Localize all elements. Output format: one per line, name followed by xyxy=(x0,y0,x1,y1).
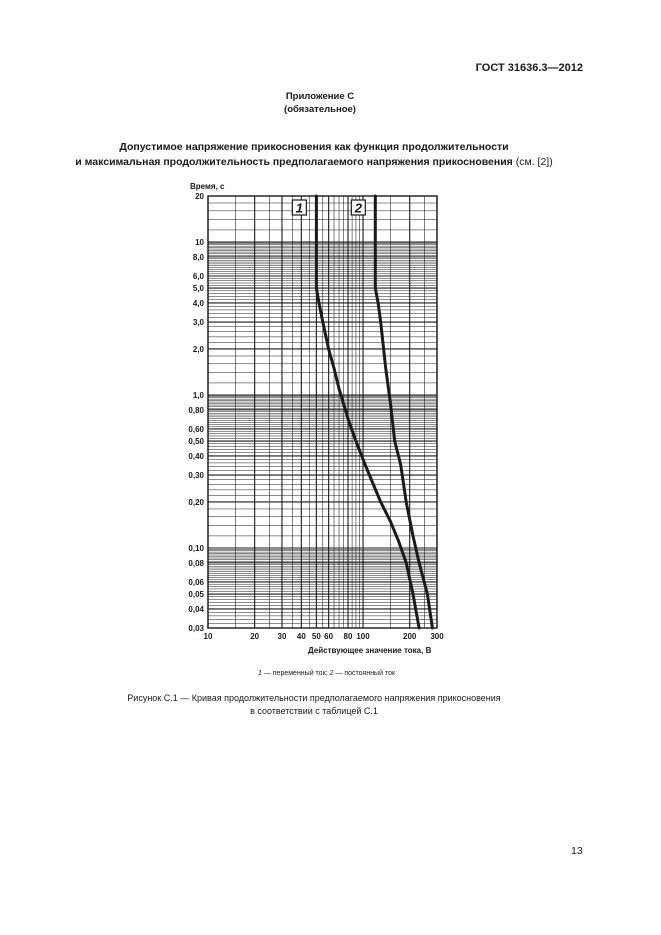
annex-title: Приложение С xyxy=(285,91,355,102)
y-tick-label: 2,0 xyxy=(192,344,204,354)
y-tick-label: 10 xyxy=(195,238,204,248)
x-tick-label: 300 xyxy=(430,632,444,641)
heading-line-1: Допустимое напряжение прикосновения как функция продолжительности xyxy=(119,141,509,153)
page-number: 13 xyxy=(571,845,583,857)
x-tick-label: 10 xyxy=(203,632,213,641)
x-axis-label: Действующее значение тока, В xyxy=(308,646,432,655)
series-2-label: 2 xyxy=(354,200,362,216)
series-1-label: 1 xyxy=(295,200,303,216)
legend-item-1-number: 1 xyxy=(257,670,262,677)
figure-caption-line-2: в соответствии с таблицей С.1 xyxy=(250,706,378,716)
heading-line-2-text: и максимальная продолжительность предполагаемого напряжения прикосновения xyxy=(75,156,513,168)
y-tick-label: 0,30 xyxy=(188,471,204,481)
x-tick-label: 100 xyxy=(356,632,370,641)
y-tick-label: 0,60 xyxy=(188,424,204,434)
legend-item-2-number: 2 xyxy=(329,670,334,677)
x-tick-labels xyxy=(204,632,445,641)
x-tick-label: 200 xyxy=(403,632,417,641)
x-tick-label: 60 xyxy=(324,632,334,641)
legend-item-1-text: — переменный ток; xyxy=(261,670,330,677)
annex-status: (обязательное) xyxy=(284,104,356,115)
y-tick-label: 0,40 xyxy=(188,451,204,461)
y-tick-label: 0,04 xyxy=(188,604,204,614)
x-tick-label: 80 xyxy=(343,632,353,641)
heading-reference: (см. [2]) xyxy=(515,156,553,168)
figure-caption-line-1: Рисунок С.1 — Кривая продолжительности предполагаемого напряжения прикосновения xyxy=(127,693,501,703)
y-axis-label: Время, с xyxy=(190,182,225,191)
document-id: ГОСТ 31636.3—2012 xyxy=(475,62,583,74)
x-tick-label: 20 xyxy=(250,632,260,641)
y-tick-label: 8,0 xyxy=(192,252,204,262)
y-tick-label: 0,05 xyxy=(188,590,204,600)
y-tick-label: 0,80 xyxy=(188,405,204,415)
x-tick-label: 30 xyxy=(277,632,287,641)
y-tick-label: 5,0 xyxy=(192,284,204,294)
y-tick-labels xyxy=(188,192,204,633)
y-tick-label: 0,03 xyxy=(188,624,204,633)
chart-grid xyxy=(208,196,437,628)
y-tick-label: 3,0 xyxy=(192,318,204,328)
y-tick-label: 0,06 xyxy=(188,577,204,587)
x-tick-label: 50 xyxy=(311,632,321,641)
y-tick-label: 0,50 xyxy=(188,437,204,447)
legend-item-2-text: — постоянный ток xyxy=(333,670,396,677)
y-tick-label: 6,0 xyxy=(192,271,204,281)
y-tick-label: 20 xyxy=(195,192,204,201)
y-tick-label: 0,08 xyxy=(188,558,204,568)
y-tick-label: 0,10 xyxy=(188,544,204,554)
y-tick-label: 1,0 xyxy=(192,391,204,401)
y-tick-label: 0,20 xyxy=(188,497,204,507)
figure-legend xyxy=(0,670,653,677)
y-tick-label: 4,0 xyxy=(192,298,204,308)
x-tick-label: 40 xyxy=(296,632,306,641)
